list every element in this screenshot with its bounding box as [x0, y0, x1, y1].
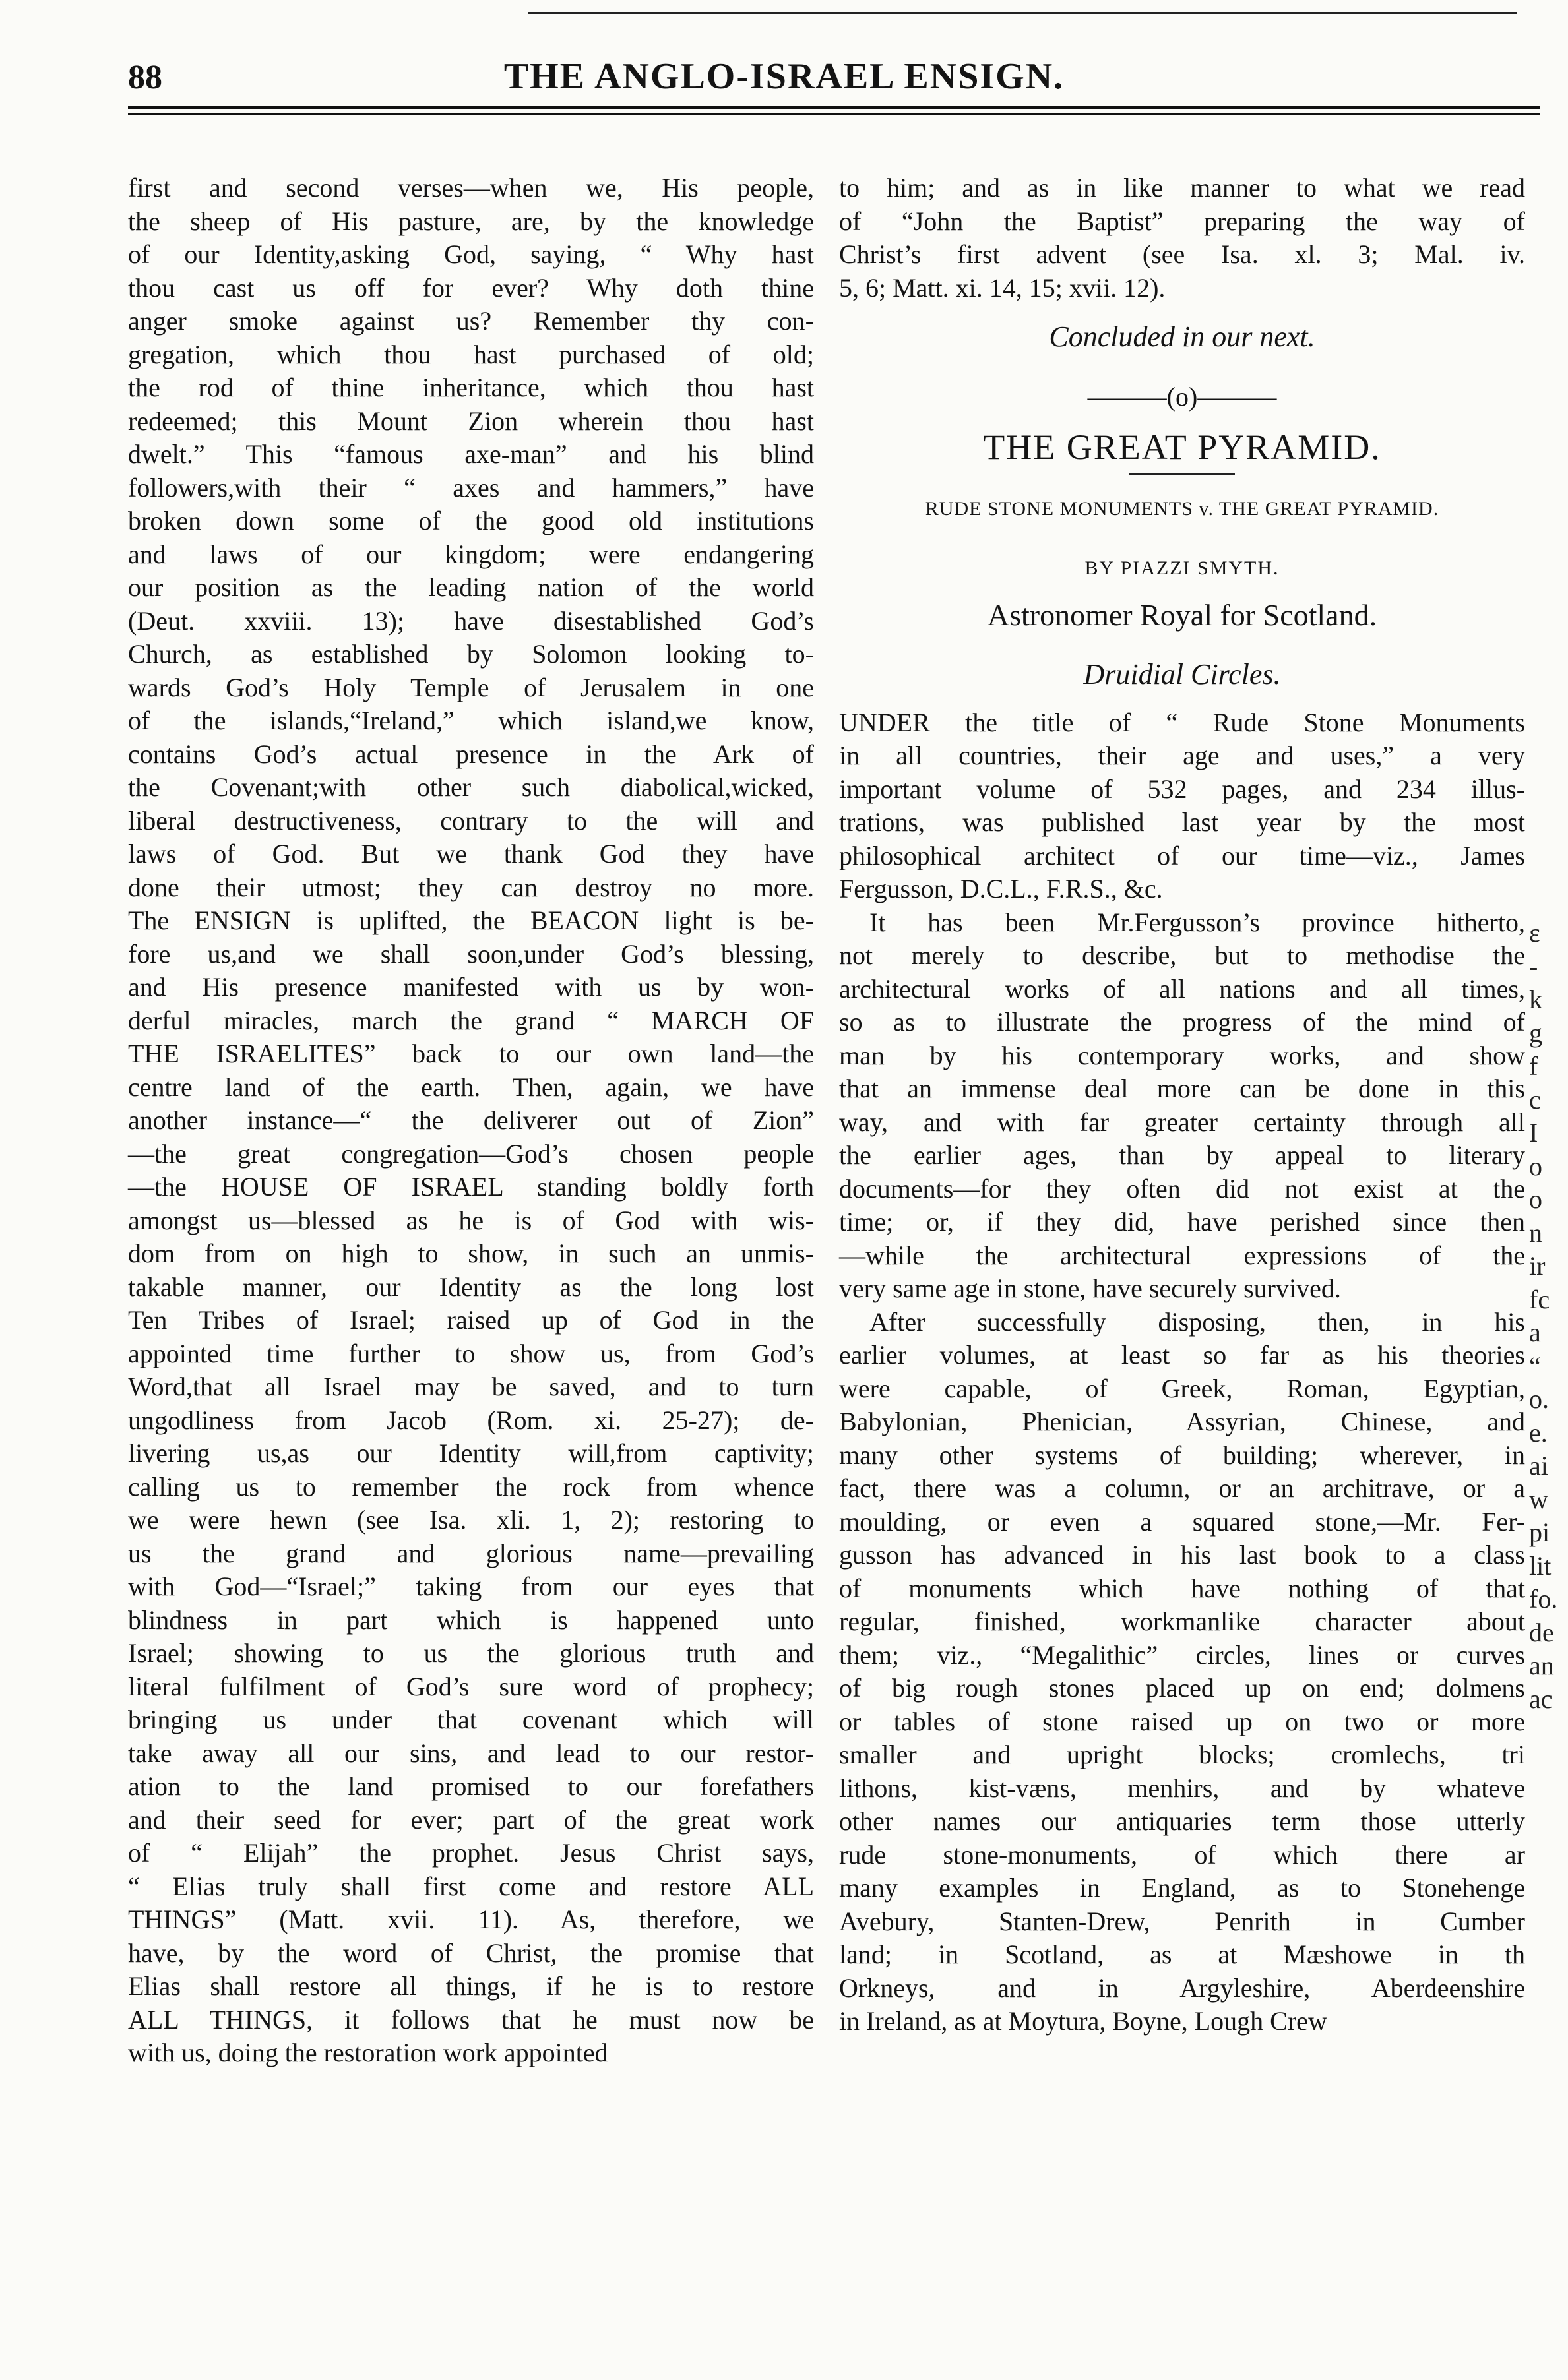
margin-fragment: an: [1529, 1651, 1554, 1680]
text-line: earlier volumes, at least so far as his theories: [839, 1340, 1525, 1370]
right-column: [839, 171, 1525, 2038]
text-line: us the grand and glorious name—prevailing: [128, 1538, 814, 1568]
margin-fragment: fo.: [1529, 1584, 1558, 1614]
text-line: laws of God. But we thank God they have: [128, 839, 814, 869]
text-line: Avebury, Stanten-Drew, Penrith in Cumber: [839, 1906, 1525, 1936]
header-rule-thick: [128, 106, 1540, 109]
margin-fragment: c: [1529, 1084, 1541, 1114]
text-line: land; in Scotland, as at Mæshowe in th: [839, 1939, 1525, 1969]
text-line: redeemed; this Mount Zion wherein thou hast: [128, 406, 814, 436]
text-line: Israel; showing to us the glorious truth and: [128, 1638, 814, 1668]
text-line: thou cast us off for ever? Why doth thine: [128, 272, 814, 303]
margin-fragment: de: [1529, 1617, 1554, 1647]
text-line: and their seed for ever; part of the great work: [128, 1804, 814, 1835]
text-line: of “John the Baptist” preparing the way of: [839, 206, 1525, 236]
section-separator: ———(o)———: [1087, 381, 1277, 412]
left-column: [128, 171, 814, 2070]
text-line: literal fulfilment of God’s sure word of prophecy;: [128, 1671, 814, 1701]
article-subtitle: RUDE STONE MONUMENTS v. THE GREAT PYRAMID.: [925, 497, 1439, 520]
text-line: ALL THINGS, it follows that he must now be: [128, 2004, 814, 2034]
text-line: important volume of 532 pages, and 234 illus-: [839, 774, 1525, 804]
margin-fragment: w: [1529, 1484, 1548, 1514]
text-line: that an immense deal more can be done in this: [839, 1074, 1525, 1103]
text-line: —while the architectural expressions of the: [839, 1240, 1525, 1270]
margin-fragment: ac: [1529, 1684, 1553, 1714]
text-line: done their utmost; they can destroy no more.: [128, 872, 814, 902]
text-line: livering us,as our Identity will,from captivity;: [128, 1438, 814, 1468]
text-line: way, and with far greater certainty through all: [839, 1107, 1525, 1137]
text-line: —the great congregation—God’s chosen people: [128, 1138, 814, 1169]
text-line: 5, 6; Matt. xi. 14, 15; xvii. 12).: [839, 272, 1166, 303]
text-line: take away all our sins, and lead to our restor-: [128, 1738, 814, 1768]
byline: BY PIAZZI SMYTH.: [1084, 557, 1280, 579]
margin-fragment: -: [1529, 951, 1538, 981]
text-line: UNDER the title of “ Rude Stone Monuments: [839, 707, 1525, 737]
paragraph-1: [839, 706, 1525, 906]
text-line: our position as the leading nation of the world: [128, 572, 814, 602]
margin-fragment: e.: [1529, 1417, 1548, 1448]
text-line: of the islands,“Ireland,” which island,we know,: [128, 706, 814, 735]
margin-fragment: o: [1529, 1184, 1542, 1214]
margin-fragment: f: [1529, 1051, 1538, 1081]
text-line: Orkneys, and in Argyleshire, Aberdeenshire: [839, 1972, 1525, 2003]
paragraph-2: [839, 906, 1525, 1306]
margin-fragment: ir: [1529, 1251, 1546, 1281]
text-line: man by his contemporary works, and show: [839, 1040, 1525, 1070]
continuation-text: [839, 171, 1525, 305]
text-line: Babylonian, Phenician, Assyrian, Chinese, and: [839, 1407, 1525, 1436]
text-line: in all countries, their age and uses,” a very: [839, 741, 1525, 770]
header-rule-thin: [128, 113, 1540, 115]
text-line: After successfully disposing, then, in his: [869, 1306, 1525, 1337]
text-line: THINGS” (Matt. xvii. 11). As, therefore, we: [128, 1905, 814, 1934]
text-line: ungodliness from Jacob (Rom. xi. 25-27); de-: [128, 1405, 814, 1435]
text-line: The ENSIGN is uplifted, the BEACON light is be-: [128, 905, 814, 935]
margin-fragment: a: [1529, 1318, 1541, 1347]
text-line: the sheep of His pasture, are, by the knowledge: [128, 206, 814, 236]
text-line: trations, was published last year by the most: [839, 807, 1525, 837]
text-line: architectural works of all nations and all times,: [839, 973, 1525, 1004]
text-line: philosophical architect of our time—viz., James: [839, 840, 1525, 870]
text-line: other names our antiquaries term those utterly: [839, 1806, 1525, 1836]
article-title: THE GREAT PYRAMID.: [983, 427, 1381, 467]
text-line: regular, finished, workmanlike character about: [839, 1606, 1525, 1636]
text-line: were capable, of Greek, Roman, Egyptian,: [839, 1373, 1525, 1403]
title-rule: [1129, 473, 1235, 475]
margin-fragment: fc: [1529, 1284, 1550, 1314]
text-line: and laws of our kingdom; were endangering: [128, 539, 814, 569]
margin-fragment: g: [1529, 1018, 1542, 1048]
text-line: moulding, or even a squared stone,—Mr. Fer-: [839, 1506, 1525, 1537]
text-line: in Ireland, as at Moytura, Boyne, Lough Crew: [839, 2006, 1327, 2036]
text-line: not merely to describe, but to methodise the: [839, 940, 1525, 970]
text-line: ation to the land promised to our forefathers: [128, 1771, 814, 1801]
text-line: we were hewn (see Isa. xli. 1, 2); restoring to: [128, 1505, 814, 1535]
text-line: amongst us—blessed as he is of God with wis-: [128, 1205, 814, 1235]
text-line: documents—for they often did not exist at the: [839, 1173, 1525, 1204]
text-line: gregation, which thou hast purchased of old;: [128, 339, 814, 369]
text-line: (Deut. xxviii. 13); have disestablished God’s: [128, 605, 814, 636]
text-line: “ Elias truly shall first come and restore ALL: [128, 1871, 814, 1901]
text-line: the rod of thine inheritance, which thou hast: [128, 373, 814, 402]
text-line: so as to illustrate the progress of the mind of: [839, 1007, 1525, 1037]
text-line: of our Identity,asking God, saying, “ Why hast: [128, 239, 814, 269]
text-line: of big rough stones placed up on end; dolmens: [839, 1673, 1525, 1703]
text-line: time; or, if they did, have perished since then: [839, 1207, 1525, 1236]
margin-fragments: [1529, 917, 1567, 1716]
text-line: calling us to remember the rock from whence: [128, 1471, 814, 1502]
text-line: —the HOUSE OF ISRAEL standing boldly forth: [128, 1172, 814, 1202]
margin-fragment: o: [1529, 1151, 1542, 1181]
text-line: fact, there was a column, or an architrave, or a: [839, 1473, 1525, 1503]
text-line: the earlier ages, than by appeal to literary: [839, 1140, 1525, 1170]
margin-fragment: pi: [1529, 1517, 1550, 1547]
margin-fragment: o.: [1529, 1384, 1549, 1414]
text-line: of “ Elijah” the prophet. Jesus Christ says,: [128, 1838, 814, 1868]
text-line: to him; and as in like manner to what we read: [839, 173, 1525, 202]
margin-fragment: “: [1529, 1351, 1541, 1381]
text-line: Word,that all Israel may be saved, and to turn: [128, 1372, 814, 1401]
text-line: fore us,and we shall soon,under God’s blessing,: [128, 938, 814, 969]
text-line: THE ISRAELITES” back to our own land—the: [128, 1039, 814, 1068]
text-line: takable manner, our Identity as the long lost: [128, 1271, 814, 1302]
text-line: smaller and upright blocks; cromlechs, tri: [839, 1740, 1525, 1769]
text-line: wards God’s Holy Temple of Jerusalem in one: [128, 672, 814, 702]
text-line: dom from on high to show, in such an unmis-: [128, 1238, 814, 1268]
text-line: dwelt.” This “famous axe-man” and his blind: [128, 439, 814, 469]
text-line: Ten Tribes of Israel; raised up of God in the: [128, 1305, 814, 1335]
margin-fragment: ai: [1529, 1451, 1548, 1480]
text-line: Elias shall restore all things, if he is to restore: [128, 1971, 814, 2001]
text-line: or tables of stone raised up on two or more: [839, 1706, 1525, 1736]
text-line: bringing us under that covenant which will: [128, 1705, 814, 1734]
page-number: 88: [128, 59, 162, 96]
text-line: It has been Mr.Fergusson’s province hitherto,: [869, 907, 1525, 937]
text-line: broken down some of the good old institutions: [128, 506, 814, 535]
text-line: centre land of the earth. Then, again, we have: [128, 1072, 814, 1102]
text-line: have, by the word of Christ, the promise that: [128, 1938, 814, 1968]
text-line: another instance—“ the deliverer out of Zion”: [128, 1105, 814, 1135]
concluded-note: Concluded in our next.: [1049, 320, 1315, 353]
text-line: rude stone-monuments, of which there ar: [839, 1839, 1525, 1870]
running-title: THE ANGLO-ISRAEL ENSIGN.: [503, 56, 1065, 97]
text-line: with God—“Israel;” taking from our eyes that: [128, 1571, 814, 1601]
text-line: Christ’s first advent (see Isa. xl. 3; Mal. iv.: [839, 239, 1525, 269]
text-line: blindness in part which is happened unto: [128, 1604, 814, 1635]
top-edge-rule: [528, 12, 1517, 14]
text-line: very same age in stone, have securely survived.: [839, 1273, 1341, 1303]
text-line: many other systems of building; wherever, in: [839, 1440, 1525, 1470]
text-line: them; viz., “Megalithic” circles, lines or curves: [839, 1639, 1525, 1670]
text-line: Church, as established by Solomon looking to-: [128, 639, 814, 669]
text-line: followers,with their “ axes and hammers,” have: [128, 472, 814, 503]
text-line: first and second verses—when we, His people,: [128, 173, 814, 202]
author-office: Astronomer Royal for Scotland.: [987, 597, 1377, 632]
margin-fragment: I: [1529, 1118, 1538, 1147]
text-line: with us, doing the restoration work appointed: [128, 2038, 608, 2067]
text-line: anger smoke against us? Remember thy con-: [128, 306, 814, 336]
margin-fragment: k: [1529, 985, 1542, 1014]
paragraph-3: [839, 1306, 1525, 2038]
margin-fragment: n: [1529, 1217, 1542, 1248]
text-line: liberal destructiveness, contrary to the will and: [128, 805, 814, 836]
text-line: many examples in England, as to Stonehenge: [839, 1873, 1525, 1903]
text-line: Fergusson, D.C.L., F.R.S., &c.: [839, 874, 1163, 903]
margin-fragment: lit: [1529, 1550, 1552, 1581]
text-line: the Covenant;with other such diabolical,wicked,: [128, 772, 814, 802]
text-line: lithons, kist-væns, menhirs, and by whateve: [839, 1773, 1525, 1803]
text-line: of monuments which have nothing of that: [839, 1573, 1525, 1603]
margin-fragment: ε: [1529, 918, 1540, 948]
text-line: contains God’s actual presence in the Ark of: [128, 739, 814, 769]
section-heading: Druidial Circles.: [1083, 658, 1281, 690]
text-line: and His presence manifested with us by won-: [128, 972, 814, 1002]
text-line: derful miracles, march the grand “ MARCH OF: [128, 1005, 814, 1035]
text-line: appointed time further to show us, from God’s: [128, 1338, 814, 1368]
text-line: gusson has advanced in his last book to a class: [839, 1540, 1525, 1570]
